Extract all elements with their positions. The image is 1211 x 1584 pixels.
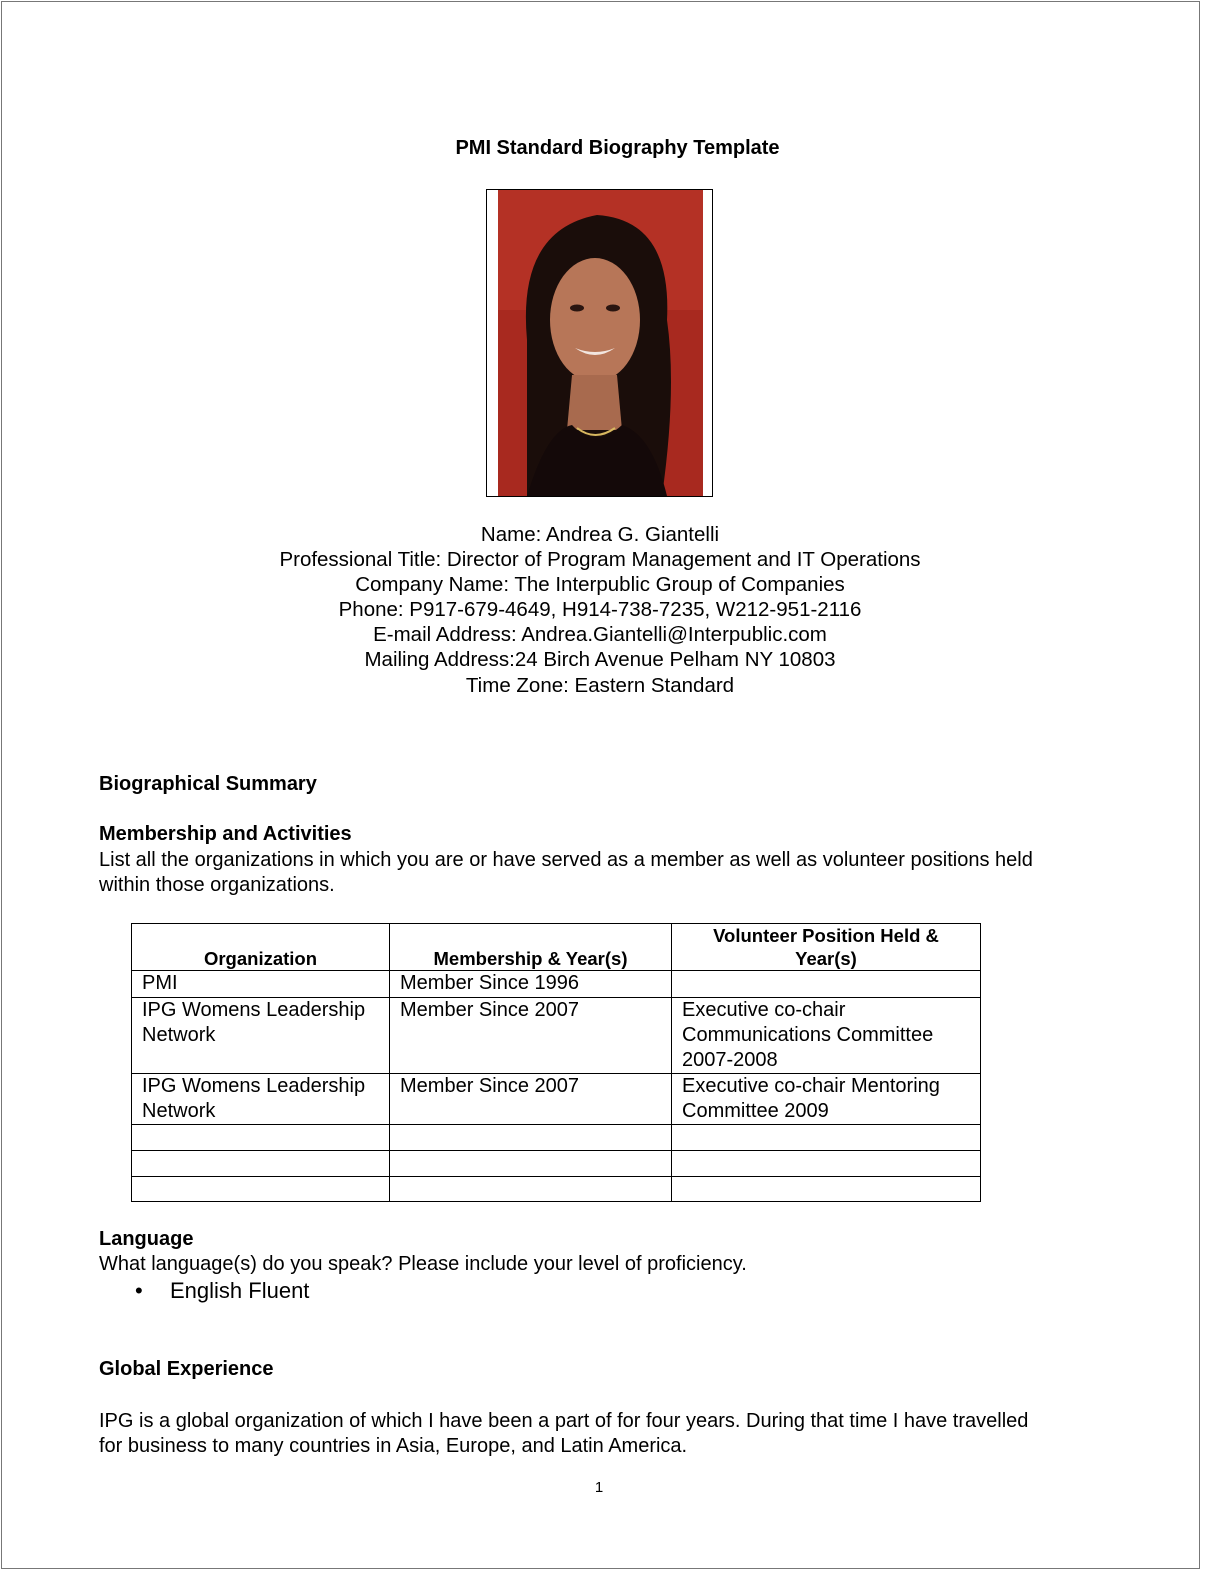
cell-organization <box>132 1151 390 1177</box>
table-row-empty <box>132 1177 981 1202</box>
table-row <box>132 998 981 1074</box>
cell-organization: IPG Womens Leadership Network <box>132 998 390 1074</box>
cell-membership <box>390 1177 672 1202</box>
portrait-image <box>487 190 712 496</box>
table-row-empty <box>132 1151 981 1177</box>
cell-volunteer: Executive co-chair Mentoring Committee 2009 <box>672 1074 981 1125</box>
cell-membership <box>390 1125 672 1151</box>
cell-membership: Member Since 2007 <box>390 998 672 1074</box>
language-list-item <box>135 1278 309 1304</box>
global-experience-heading: Global Experience <box>99 1358 274 1380</box>
contact-email: E-mail Address: Andrea.Giantelli@Interpublic.com <box>373 623 827 647</box>
contact-title: Professional Title: Director of Program Management and IT Operations <box>279 548 921 572</box>
cell-membership: Member Since 1996 <box>390 971 672 998</box>
cell-membership: Member Since 2007 <box>390 1074 672 1125</box>
table-row-empty <box>132 1125 981 1151</box>
cell-organization: PMI <box>132 971 390 998</box>
cell-volunteer <box>672 1177 981 1202</box>
membership-heading: Membership and Activities <box>99 823 352 845</box>
cell-organization: IPG Womens Leadership Network <box>132 1074 390 1125</box>
contact-company: Company Name: The Interpublic Group of Companies <box>355 573 845 597</box>
cell-membership <box>390 1151 672 1177</box>
language-question: What language(s) do you speak? Please include your level of proficiency. <box>99 1253 747 1275</box>
header-organization: Organization <box>132 924 390 971</box>
table-row <box>132 971 981 998</box>
contact-address: Mailing Address:24 Birch Avenue Pelham NY 10803 <box>364 648 836 672</box>
header-membership: Membership & Year(s) <box>390 924 672 971</box>
contact-info <box>0 522 1200 698</box>
language-item: English Fluent <box>170 1278 310 1303</box>
table-header-row <box>132 924 981 971</box>
cell-volunteer <box>672 971 981 998</box>
page-number: 1 <box>594 1479 604 1496</box>
membership-instructions: List all the organizations in which you are or have served as a member as well as volunteer positions held within those organizations. <box>99 849 1033 896</box>
cell-volunteer: Executive co-chair Communications Committee 2007-2008 <box>672 998 981 1074</box>
contact-timezone: Time Zone: Eastern Standard <box>465 673 735 697</box>
bio-summary-heading: Biographical Summary <box>99 773 317 795</box>
cell-organization <box>132 1125 390 1151</box>
cell-volunteer <box>672 1125 981 1151</box>
profile-photo <box>486 189 713 497</box>
global-experience-text: IPG is a global organization of which I have been a part of for four years. During that time I have travelled for business to many countries in Asia, Europe, and Latin America. <box>99 1410 1029 1457</box>
cell-organization <box>132 1177 390 1202</box>
cell-volunteer <box>672 1151 981 1177</box>
contact-phone: Phone: P917-679-4649, H914-738-7235, W212-951-2116 <box>338 598 862 622</box>
document-title: PMI Standard Biography Template <box>455 137 780 159</box>
language-heading: Language <box>99 1228 194 1250</box>
table-row <box>132 1074 981 1125</box>
bullet-icon: • <box>135 1278 143 1303</box>
contact-name: Name: Andrea G. Giantelli <box>480 523 720 546</box>
membership-table <box>131 923 981 1202</box>
header-volunteer: Volunteer Position Held & Year(s) <box>672 924 981 971</box>
